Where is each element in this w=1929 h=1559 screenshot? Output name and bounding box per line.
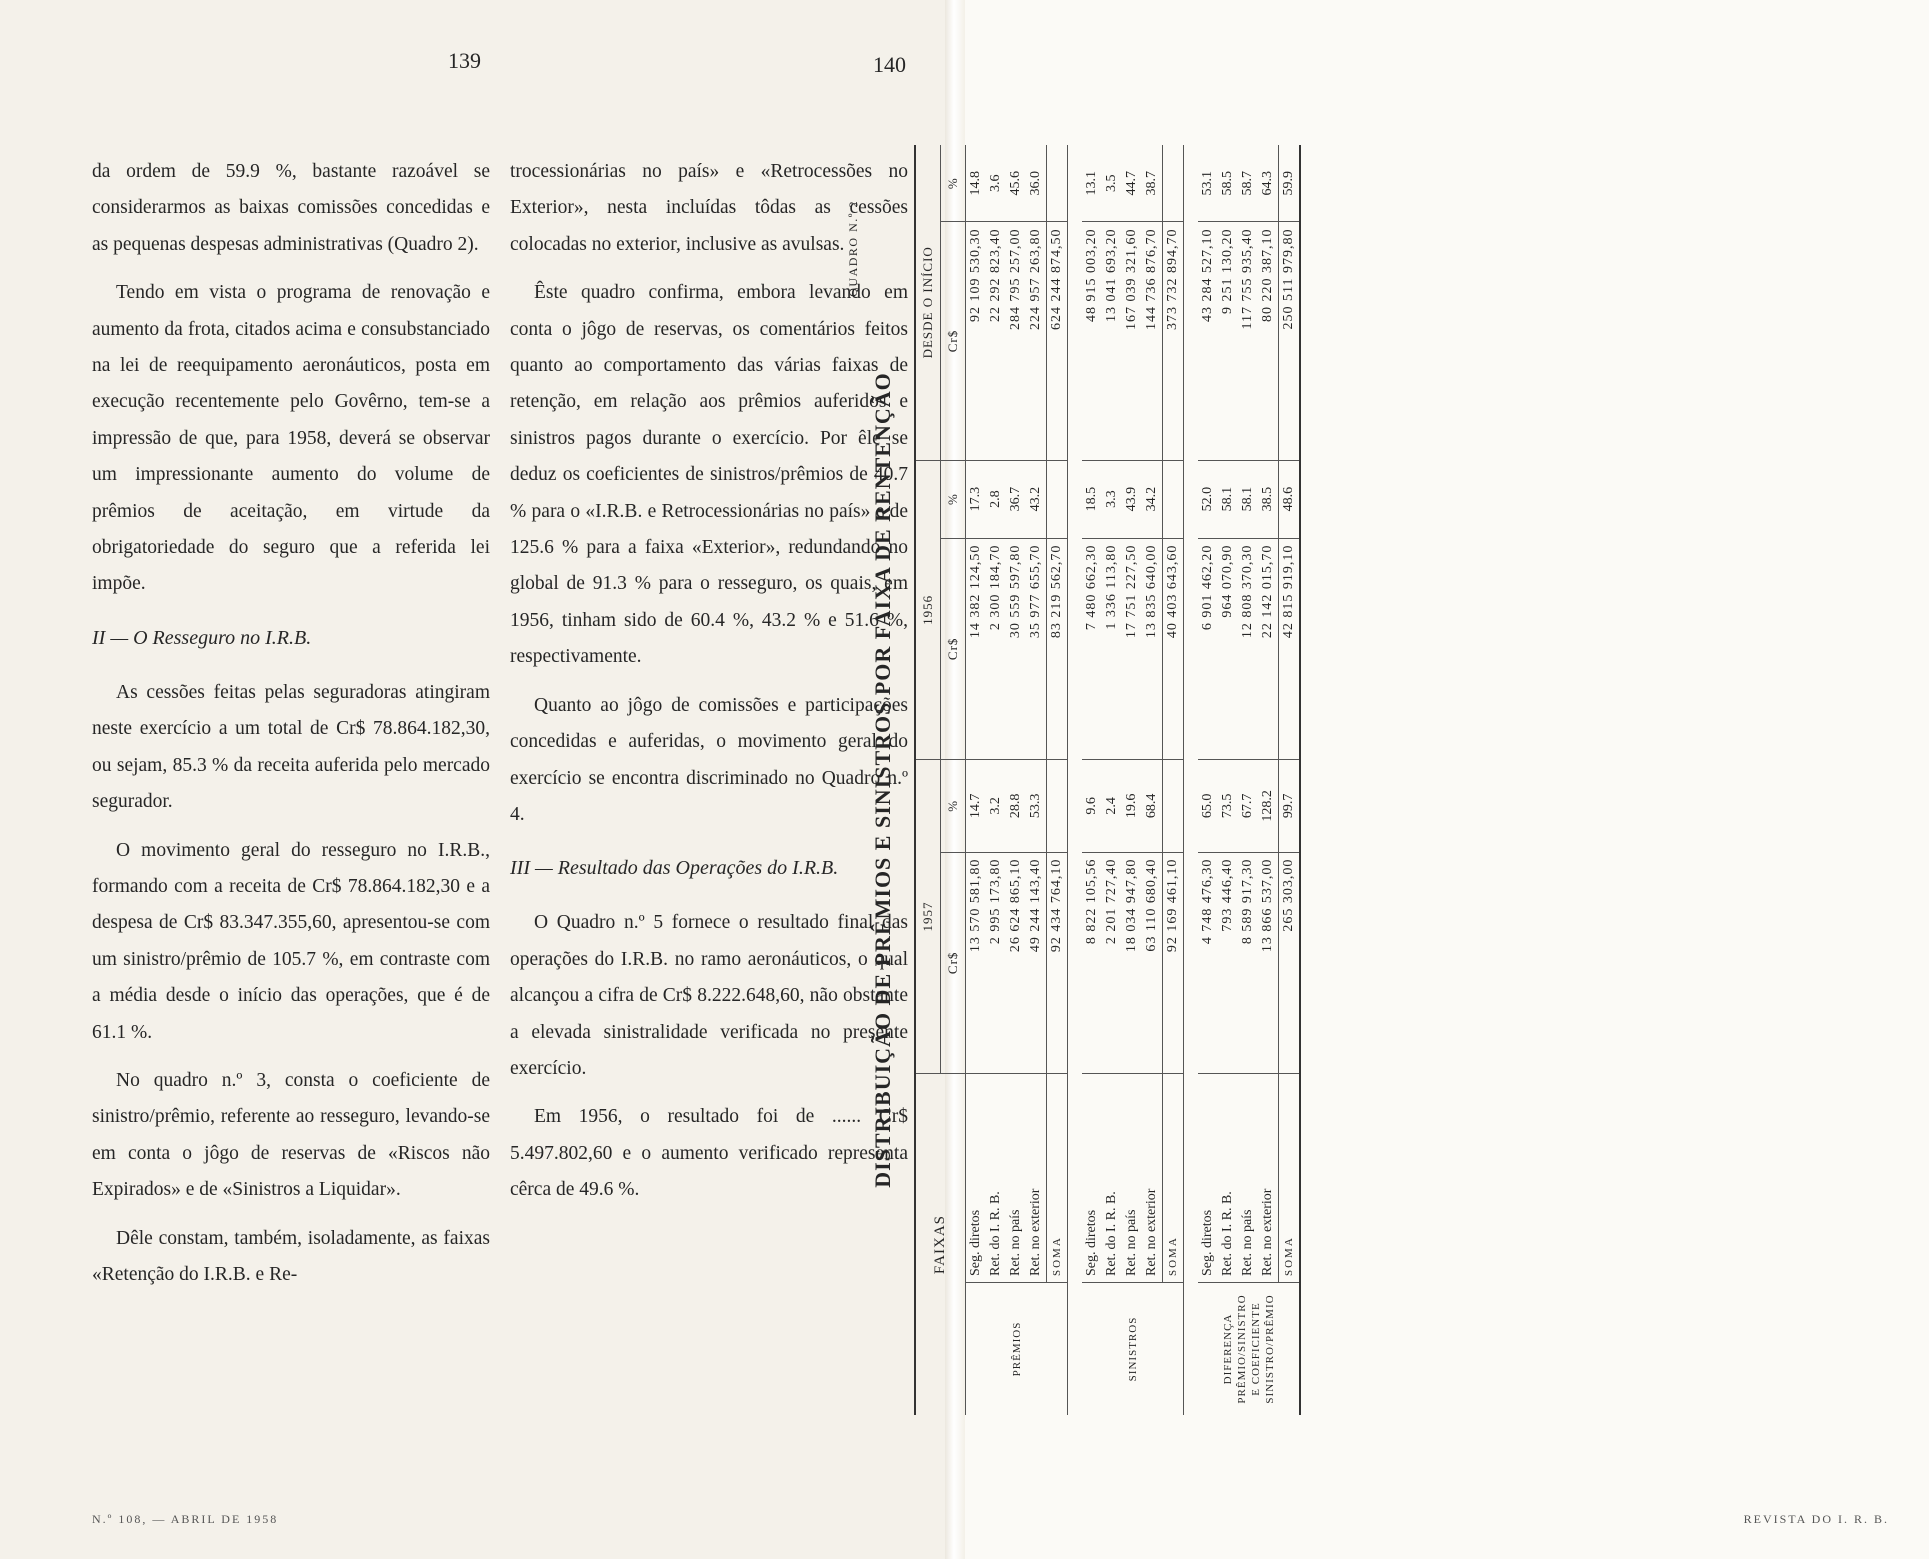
percent-cell: 38.7 <box>1142 145 1163 222</box>
year-header-1957: 1957 <box>915 760 941 1074</box>
sum-amount-cell: 373 732 894,70 <box>1163 222 1184 460</box>
amount-cell: 63 110 680,40 <box>1142 852 1163 1073</box>
paragraph: O Quadro n.º 5 fornece o resultado final das operações do I.R.B. no ramo aeronáuticos, o qual alcançou a cifra de Cr$ 8.222.648,60, não obstante a elevada sinistralidade verificada no presente exercício. <box>510 912 908 1079</box>
row-group-label: PRÊMIOS <box>966 1283 1068 1416</box>
col-crs: Cr$ <box>941 222 966 460</box>
percent-cell: 44.7 <box>1122 145 1142 222</box>
paragraph: Quanto ao jôgo de comissões e participações concedidas e auferidas, o movimento geral do exercício se encontra discriminado no Quadro n.º 4. <box>510 694 908 825</box>
sum-percent-cell <box>1047 460 1068 538</box>
amount-cell: 964 070,90 <box>1218 538 1238 759</box>
amount-cell: 8 589 917,30 <box>1238 852 1258 1073</box>
percent-cell: 128.2 <box>1258 760 1279 853</box>
amount-cell: 18 034 947,80 <box>1122 852 1142 1073</box>
col-pct: % <box>941 760 966 853</box>
col-crs: Cr$ <box>941 538 966 759</box>
sum-amount-cell: 83 219 562,70 <box>1047 538 1068 759</box>
premium-claims-table <box>914 145 1301 1415</box>
percent-cell: 67.7 <box>1238 760 1258 853</box>
sum-percent-cell: 59.9 <box>1279 145 1301 222</box>
sum-label: SOMA <box>1047 1074 1068 1283</box>
table-row <box>1198 145 1218 1415</box>
table-row <box>1122 145 1142 1415</box>
row-label: Ret. no exterior <box>1142 1074 1163 1283</box>
amount-cell: 17 751 227,50 <box>1122 538 1142 759</box>
percent-cell: 73.5 <box>1218 760 1238 853</box>
amount-cell: 14 382 124,50 <box>966 538 987 759</box>
row-label: Seg. diretos <box>1198 1074 1218 1283</box>
percent-cell: 14.7 <box>966 760 987 853</box>
middle-column <box>510 154 908 1221</box>
table-row <box>1082 145 1102 1415</box>
percent-cell: 45.6 <box>1006 145 1026 222</box>
row-label: Ret. do I. R. B. <box>986 1074 1006 1283</box>
percent-cell: 58.1 <box>1218 460 1238 538</box>
percent-cell: 3.2 <box>986 760 1006 853</box>
amount-cell: 49 244 143,40 <box>1026 852 1047 1073</box>
amount-cell: 35 977 655,70 <box>1026 538 1047 759</box>
sum-amount-cell: 92 434 764,10 <box>1047 852 1068 1073</box>
page-number-140: 140 <box>873 52 906 77</box>
row-label: Ret. no exterior <box>1258 1074 1279 1283</box>
table-row <box>966 145 987 1415</box>
amount-cell: 43 284 527,10 <box>1198 222 1218 460</box>
sum-percent-cell <box>1047 145 1068 222</box>
left-column <box>92 154 490 1305</box>
amount-cell: 8 822 105,56 <box>1082 852 1102 1073</box>
amount-cell: 1 336 113,80 <box>1102 538 1122 759</box>
table-number: QUADRO N.º 2 <box>846 200 860 297</box>
amount-cell: 80 220 387,10 <box>1258 222 1279 460</box>
amount-cell: 117 755 935,40 <box>1238 222 1258 460</box>
year-header-since-start: DESDE O INÍCIO <box>915 145 941 460</box>
sum-amount-cell: 40 403 643,60 <box>1163 538 1184 759</box>
amount-cell: 26 624 865,10 <box>1006 852 1026 1073</box>
paragraph: As cessões feitas pelas seguradoras atingiram neste exercício a um total de Cr$ 78.864.182,30, ou sejam, 85.3 % da receita auferida pelo mercado segurador. <box>92 681 490 813</box>
group-spacer <box>1184 145 1199 1415</box>
paragraph: Êste quadro confirma, embora levando em conta o jôgo de reservas, os comentários feitos quanto ao comportamento das várias faixas de retenção, em relação aos prêmios auferidos e sinistros pagos durante o exercício. Por êle se deduz os coeficientes de sinistros/prêmios de 40.7 % para o «I.R.B. e Retrocessionárias no país» e de 125.6 % para a faixa «Exterior», redundando no global de 91.3 % para o resseguro, os quais, em 1956, tinham sido de 60.4 %, 43.2 % e 51.6 %, respectivamente. <box>510 282 908 668</box>
percent-cell: 58.7 <box>1238 145 1258 222</box>
percent-cell: 3.6 <box>986 145 1006 222</box>
row-label: Seg. diretos <box>1082 1074 1102 1283</box>
percent-cell: 65.0 <box>1198 760 1218 853</box>
sum-amount-cell: 624 244 874,50 <box>1047 222 1068 460</box>
percent-cell: 36.7 <box>1006 460 1026 538</box>
row-label: Ret. no país <box>1006 1074 1026 1283</box>
amount-cell: 6 901 462,20 <box>1198 538 1218 759</box>
sum-amount-cell: 265 303,00 <box>1279 852 1301 1073</box>
amount-cell: 13 866 537,00 <box>1258 852 1279 1073</box>
footer-right: REVISTA DO I. R. B. <box>1743 1512 1889 1526</box>
sum-row <box>1163 145 1184 1415</box>
paragraph: Em 1956, o resultado foi de ...... Cr$ 5.497.802,60 e o aumento verificado representa cêrca de 49.6 %. <box>510 1106 908 1201</box>
percent-cell: 64.3 <box>1258 145 1279 222</box>
row-label: Seg. diretos <box>966 1074 987 1283</box>
sum-label: SOMA <box>1279 1074 1301 1283</box>
table-body <box>966 145 1301 1415</box>
table-row <box>1026 145 1047 1415</box>
amount-cell: 22 292 823,40 <box>986 222 1006 460</box>
amount-cell: 7 480 662,30 <box>1082 538 1102 759</box>
col-pct: % <box>941 460 966 538</box>
amount-cell: 30 559 597,80 <box>1006 538 1026 759</box>
percent-cell: 58.1 <box>1238 460 1258 538</box>
paragraph: Dêle constam, também, isoladamente, as faixas «Retenção do I.R.B. e Re- <box>92 1227 490 1285</box>
percent-cell: 2.8 <box>986 460 1006 538</box>
amount-cell: 13 041 693,20 <box>1102 222 1122 460</box>
percent-cell: 53.3 <box>1026 760 1047 853</box>
table-row <box>1238 145 1258 1415</box>
paragraph: Tendo em vista o programa de renovação e aumento da frota, citados acima e consubstanciado na lei de reequipamento aeronáuticos, posta em execução recentemente pelo Govêrno, tem-se a impressão de que, para 1958, deverá se observar um impressionante aumento do volume de prêmios de aceitação, em virtude da obrigatoriedade do seguro que a referida lei impõe. <box>92 282 490 595</box>
percent-cell: 14.8 <box>966 145 987 222</box>
sum-percent-cell <box>1163 145 1184 222</box>
sum-percent-cell <box>1163 760 1184 853</box>
amount-cell: 144 736 876,70 <box>1142 222 1163 460</box>
table-title: DISTRIBUIÇÃO DE PRÊMIOS E SINISTROS POR FAIXA DE RENTENÇÃO <box>870 372 895 1188</box>
table-row <box>1006 145 1026 1415</box>
amount-cell: 9 251 130,20 <box>1218 222 1238 460</box>
sum-row <box>1279 145 1301 1415</box>
amount-cell: 12 808 370,30 <box>1238 538 1258 759</box>
footer-left: N.º 108, — ABRIL DE 1958 <box>92 1512 279 1526</box>
sum-percent-cell <box>1047 760 1068 853</box>
rotated-table-panel <box>846 130 1500 1430</box>
amount-cell: 167 039 321,60 <box>1122 222 1142 460</box>
percent-cell: 17.3 <box>966 460 987 538</box>
table-row <box>1102 145 1122 1415</box>
paragraph: O movimento geral do resseguro no I.R.B., formando com a receita de Cr$ 78.864.182,30 e a despesa de Cr$ 83.347.355,60, apresentou-se com um sinistro/prêmio de 105.7 %, em contraste com a média desde o início das operações, que é de 61.1 %. <box>92 839 490 1043</box>
percent-cell: 58.5 <box>1218 145 1238 222</box>
col-crs: Cr$ <box>941 852 966 1073</box>
row-label: Ret. no exterior <box>1026 1074 1047 1283</box>
amount-cell: 2 201 727,40 <box>1102 852 1122 1073</box>
page-number-139: 139 <box>448 48 481 73</box>
percent-cell: 19.6 <box>1122 760 1142 853</box>
sum-row <box>1047 145 1068 1415</box>
percent-cell: 18.5 <box>1082 460 1102 538</box>
row-group-label: DIFERENÇA PRÊMIO/SINISTRO E COEFICIENTE SINISTRO/PRÊMIO <box>1198 1283 1300 1416</box>
percent-cell: 2.4 <box>1102 760 1122 853</box>
paragraph: trocessionárias no país» e «Retrocessões no Exterior», nesta incluídas tôdas as cessões colocadas no exterior, inclusive as avulsas. <box>510 161 908 255</box>
percent-cell: 43.2 <box>1026 460 1047 538</box>
paragraph: No quadro n.º 3, consta o coeficiente de sinistro/prêmio, referente ao resseguro, levando-se em conta o jôgo de reservas de «Riscos não Expirados» e de «Sinistros a Liquidar». <box>92 1069 490 1201</box>
percent-cell: 53.1 <box>1198 145 1218 222</box>
amount-cell: 284 795 257,00 <box>1006 222 1026 460</box>
amount-cell: 2 995 173,80 <box>986 852 1006 1073</box>
percent-cell: 3.5 <box>1102 145 1122 222</box>
percent-cell: 43.9 <box>1122 460 1142 538</box>
amount-cell: 22 142 015,70 <box>1258 538 1279 759</box>
amount-cell: 13 570 581,80 <box>966 852 987 1073</box>
sum-amount-cell: 42 815 919,10 <box>1279 538 1301 759</box>
table-row <box>986 145 1006 1415</box>
sum-percent-cell <box>1163 460 1184 538</box>
percent-cell: 68.4 <box>1142 760 1163 853</box>
sum-percent-cell: 48.6 <box>1279 460 1301 538</box>
amount-cell: 793 446,40 <box>1218 852 1238 1073</box>
faixas-header: FAIXAS <box>915 1074 966 1415</box>
row-label: Ret. no país <box>1122 1074 1142 1283</box>
percent-cell: 28.8 <box>1006 760 1026 853</box>
col-pct: % <box>941 145 966 222</box>
section-heading: II — O Resseguro no I.R.B. <box>92 626 312 649</box>
percent-cell: 38.5 <box>1258 460 1279 538</box>
spacer-cell <box>1068 145 1083 1415</box>
percent-cell: 52.0 <box>1198 460 1218 538</box>
sum-label: SOMA <box>1163 1074 1184 1283</box>
row-label: Ret. do I. R. B. <box>1218 1074 1238 1283</box>
row-label: Ret. no país <box>1238 1074 1258 1283</box>
percent-cell: 9.6 <box>1082 760 1102 853</box>
sum-percent-cell: 99.7 <box>1279 760 1301 853</box>
table-row <box>1142 145 1163 1415</box>
spacer-cell <box>1184 145 1199 1415</box>
year-header-1956: 1956 <box>915 460 941 759</box>
amount-cell: 48 915 003,20 <box>1082 222 1102 460</box>
section-heading: III — Resultado das Operações do I.R.B. <box>510 857 839 880</box>
amount-cell: 13 835 640,00 <box>1142 538 1163 759</box>
amount-cell: 2 300 184,70 <box>986 538 1006 759</box>
amount-cell: 224 957 263,80 <box>1026 222 1047 460</box>
percent-cell: 34.2 <box>1142 460 1163 538</box>
group-spacer <box>1068 145 1083 1415</box>
table-row <box>1258 145 1279 1415</box>
table-row <box>1218 145 1238 1415</box>
percent-cell: 13.1 <box>1082 145 1102 222</box>
percent-cell: 36.0 <box>1026 145 1047 222</box>
amount-cell: 4 748 476,30 <box>1198 852 1218 1073</box>
paragraph: da ordem de 59.9 %, bastante razoável se considerarmos as baixas comissões concedidas e as pequenas despesas administrativas (Quadro 2). <box>92 161 490 255</box>
row-label: Ret. do I. R. B. <box>1102 1074 1122 1283</box>
percent-cell: 3.3 <box>1102 460 1122 538</box>
amount-cell: 92 109 530,30 <box>966 222 987 460</box>
row-group-label: SINISTROS <box>1082 1283 1184 1416</box>
sum-amount-cell: 250 511 979,80 <box>1279 222 1301 460</box>
sum-amount-cell: 92 169 461,10 <box>1163 852 1184 1073</box>
